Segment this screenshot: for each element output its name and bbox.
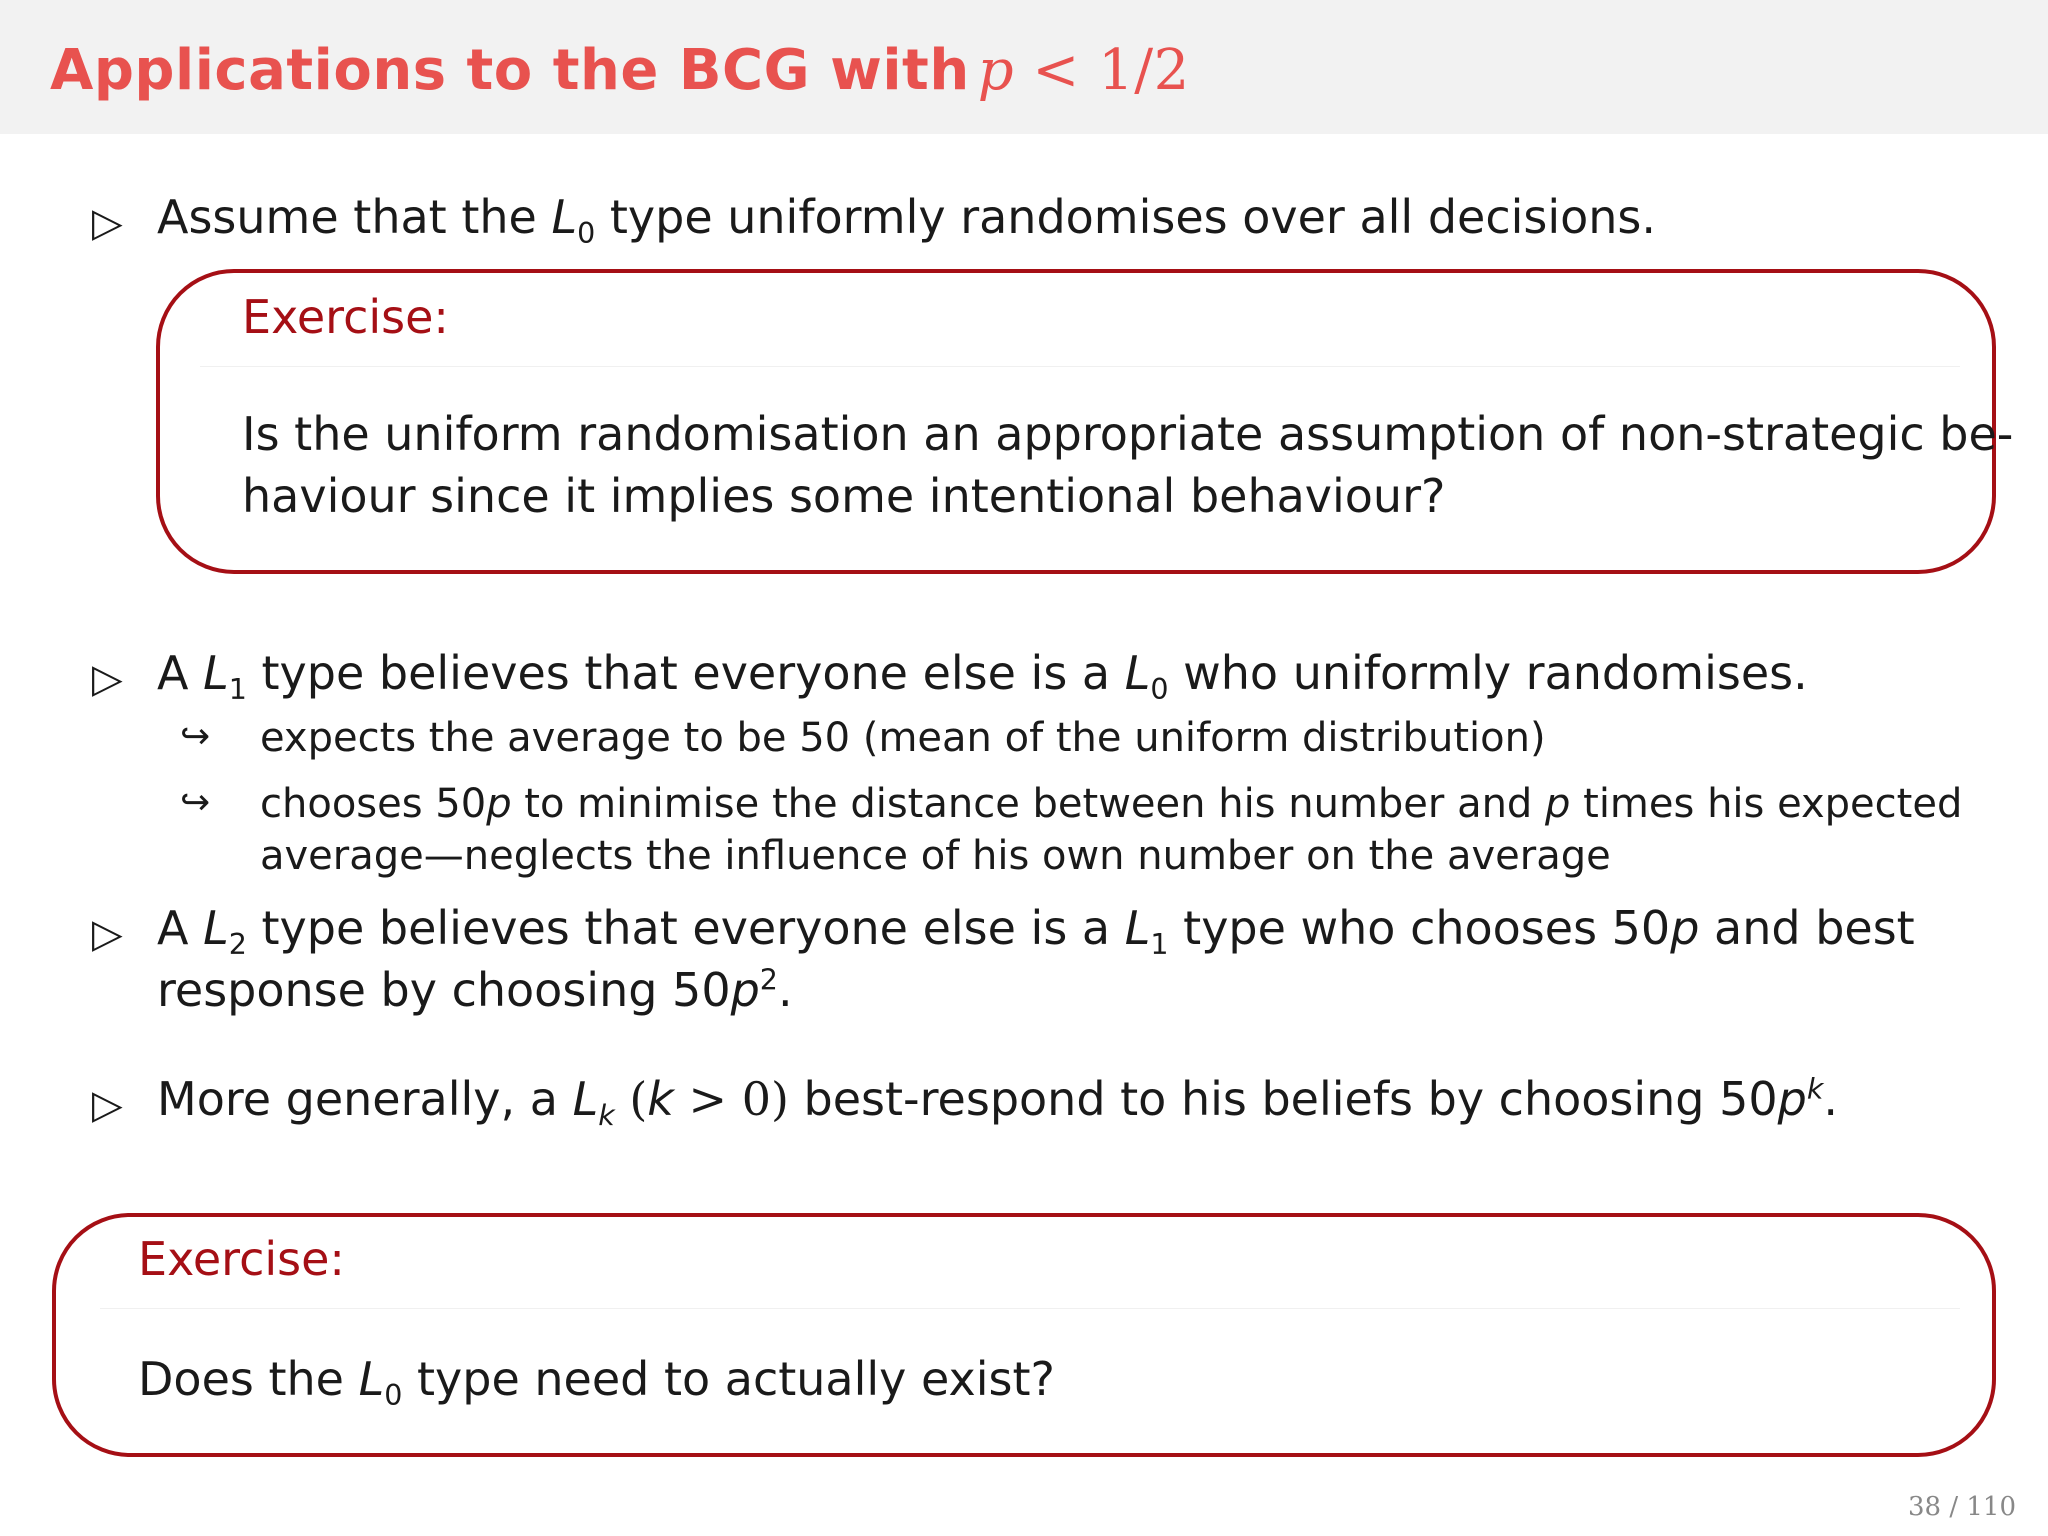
hook-arrow-icon: ↪ xyxy=(180,716,211,757)
exercise-1-line-1: Is the uniform randomisation an appropriate assumption of non-strategic be- xyxy=(242,407,2014,461)
bullet-3-line-2-var: p xyxy=(730,963,760,1017)
bullet-4-sub-1: k xyxy=(598,1099,615,1133)
bullet-1-sub: 0 xyxy=(577,217,596,251)
subitem-2-2-line-2: average—neglects the influence of his own number on the average xyxy=(260,833,1611,879)
bullet-3-mid: type believes that everyone else is a xyxy=(246,901,1125,955)
bullet-2-mid: type believes that everyone else is a xyxy=(246,646,1125,700)
bullet-3-var-2: L xyxy=(1124,901,1151,955)
subitem-2-2-line-1 xyxy=(260,778,1962,830)
bullet-3-line-2-post: . xyxy=(777,963,793,1017)
bullet-3-sub-1: 2 xyxy=(228,928,247,962)
title-math-var: p xyxy=(977,38,1015,103)
bullet-3-pre: A xyxy=(157,901,204,955)
bullet-marker: ▷ xyxy=(92,200,123,246)
hook-arrow-icon: ↪ xyxy=(180,782,211,823)
page-number: 38 / 110 xyxy=(1908,1492,2016,1522)
bullet-1-pre: Assume that the xyxy=(157,190,552,244)
bullet-4-sup: k xyxy=(1806,1072,1824,1106)
bullet-4-var-1: L xyxy=(572,1072,599,1126)
bullet-marker: ▷ xyxy=(92,1082,123,1128)
bullet-3-line-1 xyxy=(157,897,1915,962)
bullet-3-line-2-sup: 2 xyxy=(759,963,778,997)
bullet-1-post: type uniformly randomises over all decisions. xyxy=(595,190,1657,244)
bullet-3-var-1: L xyxy=(203,901,229,955)
exercise-2-var: L xyxy=(358,1352,385,1406)
bullet-4-mid: best-respond to his beliefs by choosing 50 xyxy=(788,1072,1778,1126)
bullet-2 xyxy=(157,642,1808,707)
bullet-3-post: and best xyxy=(1699,901,1915,955)
bullet-4-post: . xyxy=(1823,1072,1838,1126)
bullet-2-post: who uniformly randomises. xyxy=(1168,646,1808,700)
exercise-2-pre: Does the xyxy=(138,1352,359,1406)
bullet-2-sub-1: 1 xyxy=(228,673,247,707)
exercise-2-body xyxy=(138,1348,1055,1413)
subitem-2-2-post: times his expected xyxy=(1570,781,1963,827)
title-text: Applications to the BCG with xyxy=(50,38,970,103)
subitem-2-2-mid: to minimise the distance between his number and xyxy=(511,781,1546,827)
exercise-2-sub: 0 xyxy=(384,1379,403,1413)
bullet-2-pre: A xyxy=(157,646,204,700)
bullet-1 xyxy=(157,186,1657,251)
title-math-rest: < 1/2 xyxy=(1014,38,1190,103)
bullet-4-cond-open: ( xyxy=(614,1072,648,1126)
bullet-4-pre: More generally, a xyxy=(157,1072,573,1126)
exercise-1-title: Exercise: xyxy=(242,290,449,344)
bullet-4-cond-var: k xyxy=(647,1072,674,1126)
bullet-marker: ▷ xyxy=(92,911,123,957)
bullet-2-sub-2: 0 xyxy=(1150,673,1169,707)
bullet-4-var-2: p xyxy=(1777,1072,1807,1126)
bullet-3-var-3: p xyxy=(1670,901,1700,955)
bullet-2-var-1: L xyxy=(203,646,229,700)
bullet-3-mid-2: type who chooses 50 xyxy=(1168,901,1671,955)
exercise-1-line-2: haviour since it implies some intentional behaviour? xyxy=(242,469,1446,523)
exercise-2-separator xyxy=(100,1308,1960,1309)
subitem-2-2-pre: chooses 50 xyxy=(260,781,487,827)
bullet-2-var-2: L xyxy=(1124,646,1151,700)
bullet-3-sub-2: 1 xyxy=(1150,928,1169,962)
subitem-2-2-var-1: p xyxy=(486,781,512,827)
exercise-2-title: Exercise: xyxy=(138,1232,345,1286)
subitem-2-1: expects the average to be 50 (mean of the uniform distribution) xyxy=(260,715,1546,761)
bullet-3-line-2 xyxy=(157,959,793,1021)
bullet-4 xyxy=(157,1068,1838,1133)
exercise-1-separator xyxy=(200,366,1960,367)
subitem-2-2-var-2: p xyxy=(1545,781,1571,827)
bullet-4-cond-rest: > 0) xyxy=(673,1072,789,1126)
bullet-marker: ▷ xyxy=(92,656,123,702)
bullet-1-var: L xyxy=(551,190,578,244)
exercise-2-post: type need to actually exist? xyxy=(402,1352,1055,1406)
slide-title xyxy=(50,38,1190,103)
bullet-3-line-2-pre: response by choosing 50 xyxy=(157,963,731,1017)
exercise-1-body xyxy=(242,403,2013,527)
title-math xyxy=(978,38,1190,103)
